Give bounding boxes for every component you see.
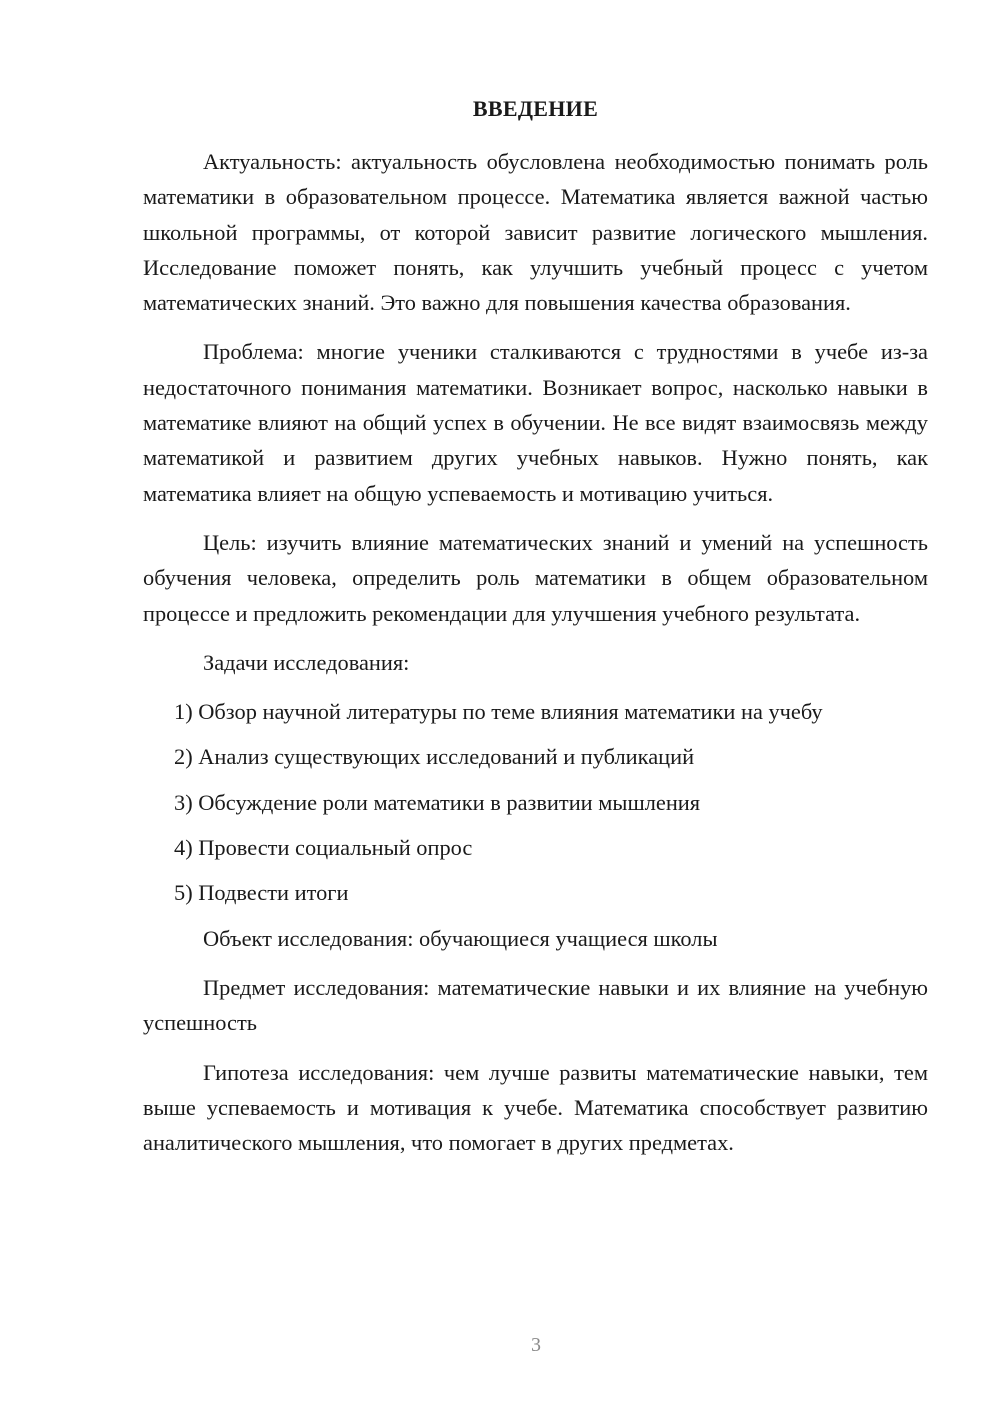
object-paragraph: Объект исследования: обучающиеся учащиеся школы [203,925,718,951]
task-item: 3) Обсуждение роли математики в развитии мышления [174,789,701,815]
hypothesis-paragraph: Гипотеза исследования: чем лучше развиты математические навыки, тем выше успеваемость и мотивация к учебе. Математика способствует развитию аналитического мышления, что помогает в других предметах. [143,1059,928,1156]
task-item: 5) Подвести итоги [174,880,349,906]
goal-paragraph: Цель: изучить влияние математических знаний и умений на успешность обучения человека, определить роль математики в общем образовательном процессе и предложить рекомендации для улучшения учебного результата. [143,529,928,626]
relevance-paragraph: Актуальность: актуальность обусловлена необходимостью понимать роль математики в образовательном процессе. Математика является важной частью школьной программы, от которой зависит развитие логического мышления. Исследование поможет понять, как улучшить учебный процесс с учетом математических знаний. Это важно для повышения качества образования. [143,149,928,316]
page-number: 3 [531,1334,541,1356]
task-item: 4) Провести социальный опрос [174,835,473,861]
section-title: ВВЕДЕНИЕ [472,96,599,121]
problem-paragraph: Проблема: многие ученики сталкиваются с трудностями в учебе из-за недостаточного понимания математики. Возникает вопрос, насколько навыки в математике влияют на общий успех в обучении. Не все видят взаимосвязь между математикой и развитием других учебных навыков. Нужно понять, как математика влияет на общую успеваемость и мотивацию учиться. [143,339,928,506]
document-page [143,96,928,1174]
subject-paragraph: Предмет исследования: математические навыки и их влияние на учебную успешность [143,974,928,1036]
tasks-heading: Задачи исследования: [203,649,410,675]
tasks-list [143,694,928,910]
task-item: 2) Анализ существующих исследований и публикаций [174,744,695,770]
task-item: 1) Обзор научной литературы по теме влияния математики на учебу [174,699,823,725]
